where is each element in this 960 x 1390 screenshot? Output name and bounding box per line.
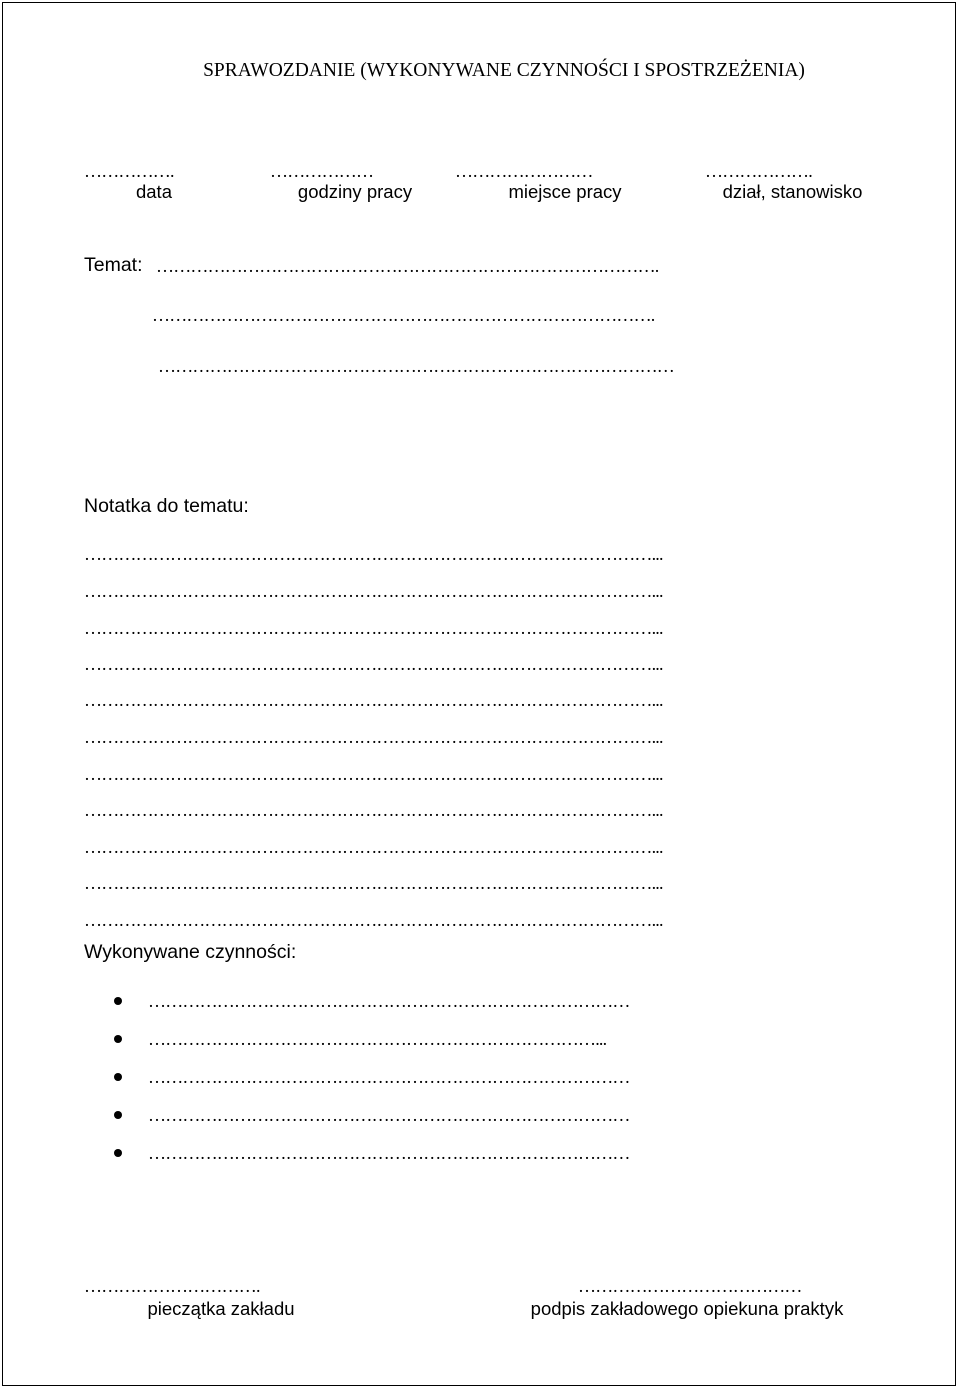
topic-line[interactable]: …………………………………………………………………………….: [156, 256, 659, 276]
note-line[interactable]: ………………………………………………………………………………………...: [84, 654, 663, 674]
signature-label: podpis zakładowego opiekuna praktyk: [530, 1298, 844, 1319]
activities-label: Wykonywane czynności:: [84, 941, 297, 963]
note-line[interactable]: ………………………………………………………………………………………...: [84, 581, 663, 601]
activity-line[interactable]: …………………………………………………………………………: [148, 991, 630, 1011]
bullet-icon: [114, 1035, 122, 1043]
note-line[interactable]: ………………………………………………………………………………………...: [84, 837, 663, 857]
note-line[interactable]: ………………………………………………………………………………………...: [84, 873, 663, 893]
note-line[interactable]: ………………………………………………………………………………………...: [84, 910, 663, 930]
page-title: SPRAWOZDANIE (WYKONYWANE CZYNNOŚCI I SPOSTRZEŻENIA): [203, 60, 805, 81]
topic-line[interactable]: …………………………………………………………………………….: [152, 305, 655, 325]
note-label: Notatka do tematu:: [84, 495, 249, 517]
note-line[interactable]: ………………………………………………………………………………………...: [84, 727, 663, 747]
workplace-field[interactable]: ……………………: [455, 161, 593, 181]
workplace-label: miejsce pracy: [508, 181, 622, 202]
stamp-label: pieczątka zakładu: [147, 1298, 295, 1319]
note-line[interactable]: ………………………………………………………………………………………...: [84, 544, 663, 564]
activity-line[interactable]: …………………………………………………………………………: [148, 1105, 630, 1125]
note-line[interactable]: ………………………………………………………………………………………...: [84, 618, 663, 638]
activity-line[interactable]: …………………………………………………………………………: [148, 1067, 630, 1087]
bullet-icon: [114, 997, 122, 1005]
note-line[interactable]: ………………………………………………………………………………………...: [84, 800, 663, 820]
note-line[interactable]: ………………………………………………………………………………………...: [84, 690, 663, 710]
stamp-field[interactable]: ………………………….: [84, 1276, 260, 1296]
topic-label: Temat:: [84, 254, 143, 276]
hours-field[interactable]: ………………: [270, 161, 374, 181]
bullet-icon: [114, 1111, 122, 1119]
department-label: dział, stanowisko: [722, 181, 863, 202]
note-line[interactable]: ………………………………………………………………………………………...: [84, 764, 663, 784]
bullet-icon: [114, 1149, 122, 1157]
date-label: data: [135, 181, 172, 202]
hours-label: godziny pracy: [297, 181, 413, 202]
topic-line[interactable]: ………………………………………………………………………………: [158, 356, 675, 376]
activity-line[interactable]: ……………………………………………………………………...: [148, 1029, 607, 1049]
activity-line[interactable]: …………………………………………………………………………: [148, 1143, 630, 1163]
department-field[interactable]: ……………….: [705, 161, 812, 181]
date-field[interactable]: …………….: [84, 161, 174, 181]
bullet-icon: [114, 1073, 122, 1081]
signature-field[interactable]: …………………………………: [578, 1276, 802, 1296]
